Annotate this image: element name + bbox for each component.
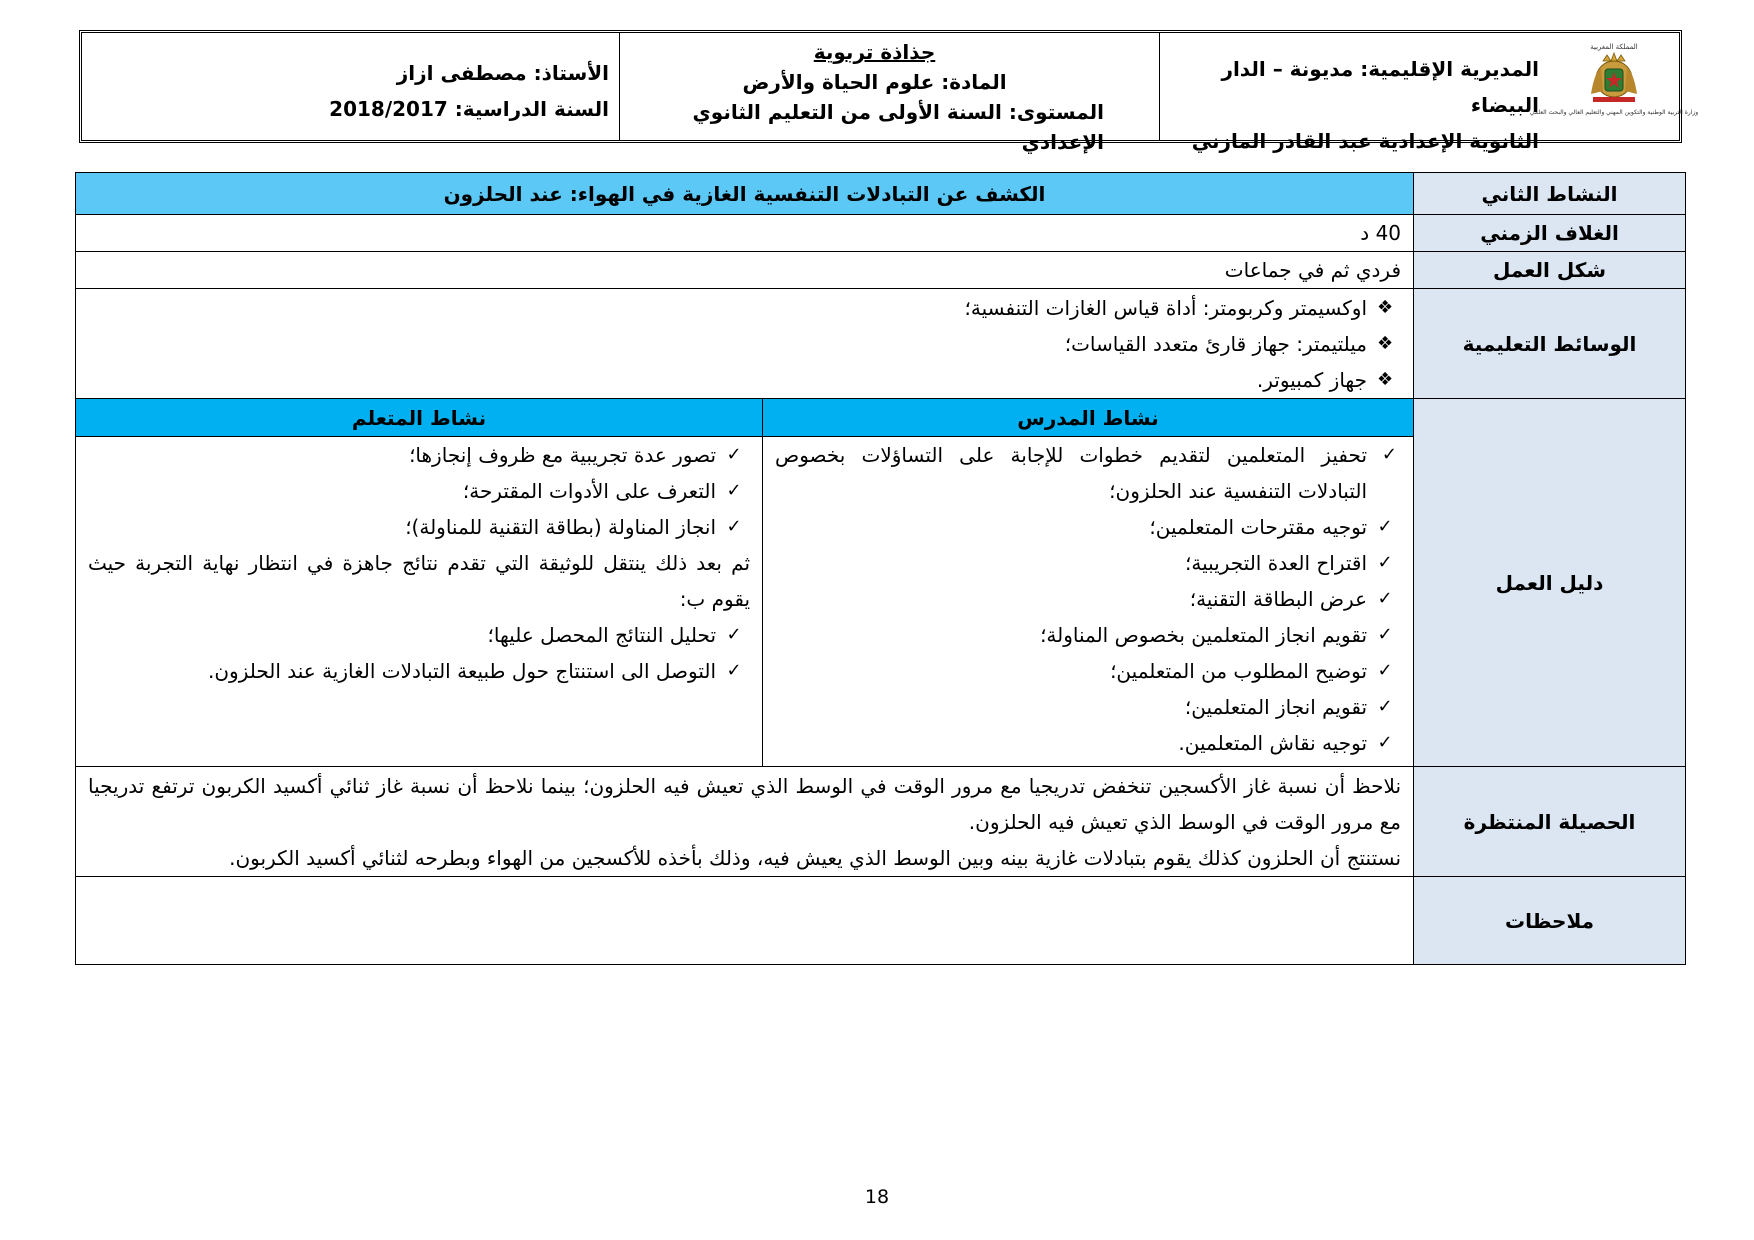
- learner-activity-list-b: [88, 617, 750, 689]
- list-item: [775, 581, 1401, 617]
- check-icon: ✓: [1381, 444, 1398, 465]
- duration-row: [76, 215, 1686, 252]
- guide-header-row: [76, 399, 1686, 437]
- header-subject-info: [619, 33, 1159, 154]
- learner-note-text: ثم بعد ذلك ينتقل للوثيقة التي تقدم نتائج جاهزة في انتظار نهاية التجربة حيث يقوم ب:: [88, 551, 751, 611]
- list-item: [88, 473, 750, 509]
- learner-activity-header: نشاط المتعلم: [76, 399, 763, 437]
- work-guide-label: دليل العمل: [1414, 399, 1686, 767]
- notes-value: [76, 877, 1414, 965]
- check-icon: ✓: [726, 444, 742, 465]
- moroccan-emblem-logo: [1529, 39, 1699, 135]
- subject-text: المادة: علوم الحياة والأرض: [742, 70, 1007, 94]
- diamond-bullet-icon: ❖: [1376, 296, 1394, 318]
- teacher-activity-list: [775, 437, 1401, 761]
- outcome-row: [76, 767, 1686, 877]
- learner-activity-text: تصور عدة تجريبية مع ظروف إنجازها؛: [409, 443, 717, 467]
- teacher-activity-text: تقويم انجاز المتعلمين؛: [1184, 695, 1368, 719]
- header-teacher-info: [82, 33, 619, 140]
- list-item: [88, 653, 750, 689]
- list-item: [88, 437, 750, 473]
- activity-label: النشاط الثاني: [1414, 173, 1686, 215]
- list-item: [88, 617, 750, 653]
- check-icon: ✓: [726, 624, 742, 645]
- work-form-label: شكل العمل: [1414, 252, 1686, 289]
- lesson-plan-table: [75, 172, 1686, 965]
- school-name-text: الثانوية الإعدادية عبد القادر المازني: [1191, 129, 1539, 153]
- list-item: [88, 290, 1401, 326]
- list-item: [775, 509, 1401, 545]
- school-year-text: السنة الدراسية: 2018/2017: [329, 97, 609, 121]
- list-item: [775, 725, 1401, 761]
- directorate-text: المديرية الإقليمية: مديونة – الدار البيضاء: [1221, 57, 1539, 117]
- resources-cell: [76, 289, 1414, 399]
- school-lines: [1170, 51, 1539, 159]
- list-item: [775, 653, 1401, 689]
- check-icon: ✓: [726, 516, 742, 537]
- teacher-activity-text: تحفيز المتعلمين لتقديم خطوات للإجابة على التساؤلات بخصوص التبادلات التنفسية عند الحلزون؛: [775, 443, 1368, 503]
- resources-label: الوسائط التعليمية: [1414, 289, 1686, 399]
- learner-activity-text: التعرف على الأدوات المقترحة؛: [462, 479, 717, 503]
- logo-top-text: المملكة المغربية: [1590, 43, 1638, 51]
- outcome-conclusion-text: نستنتج أن الحلزون كذلك يقوم بتبادلات غازية بينه وبين الوسط الذي يعيش فيه، وذلك بأخذه للأكسجين من الهواء وبطرحه لثنائي أكسيد الكربون.: [229, 845, 1402, 870]
- list-item: [775, 545, 1401, 581]
- level-text: المستوى: السنة الأولى من التعليم الثانوي الإعدادي: [692, 100, 1104, 154]
- check-icon: ✓: [1377, 732, 1393, 753]
- duration-value: 40 د: [76, 215, 1414, 252]
- work-form-row: [76, 252, 1686, 289]
- expected-outcome-label: الحصيلة المنتظرة: [1414, 767, 1686, 877]
- check-icon: ✓: [1377, 696, 1393, 717]
- header-school-info: [1159, 33, 1699, 153]
- learner-activity-cell: [76, 437, 763, 767]
- list-item: [88, 509, 750, 545]
- check-icon: ✓: [1377, 660, 1393, 681]
- outcome-observation-text: نلاحظ أن نسبة غاز الأكسجين تنخفض تدريجيا مع مرور الوقت في الوسط الذي تعيش فيه الحلزون؛ بينما نلاحظ أن نسبة غاز ثنائي أكسيد الكربون ترتفع تدريجيا مع مرور الوقت في الوسط الذي تعيش فيه الحلزون.: [88, 773, 1402, 834]
- check-icon: ✓: [1377, 588, 1393, 609]
- teacher-text: الأستاذ: مصطفى ازاز: [396, 61, 609, 85]
- expected-outcome-cell: [76, 767, 1414, 877]
- teacher-activity-header: نشاط المدرس: [763, 399, 1414, 437]
- document-title: جذاذة تربوية: [813, 40, 936, 64]
- teacher-activity-text: توضيح المطلوب من المتعلمين؛: [1110, 659, 1368, 683]
- resource-text: ميلتيمتر: جهاز قارئ متعدد القياسات؛: [1064, 331, 1368, 356]
- subject-lines: [630, 37, 1119, 157]
- check-icon: ✓: [726, 660, 742, 681]
- list-item: [775, 437, 1401, 509]
- list-item: [775, 689, 1401, 725]
- check-icon: ✓: [1377, 552, 1393, 573]
- notes-label: ملاحظات: [1414, 877, 1686, 965]
- teacher-activity-cell: [763, 437, 1414, 767]
- learner-activity-text: تحليل النتائج المحصل عليها؛: [487, 623, 717, 647]
- logo-bottom-text: وزارة التربية الوطنية والتكوين المهني والتعليم العالي والبحث العلمي: [1529, 109, 1699, 116]
- work-form-value: فردي ثم في جماعات: [76, 252, 1414, 289]
- list-item: [88, 362, 1401, 398]
- resources-list: [88, 290, 1401, 398]
- header-box: [79, 30, 1699, 154]
- learner-activity-text: انجاز المناولة (بطاقة التقنية للمناولة)؛: [405, 515, 717, 539]
- learner-activity-list: [88, 437, 750, 545]
- activity-row: [76, 173, 1686, 215]
- diamond-bullet-icon: ❖: [1376, 368, 1394, 390]
- teacher-activity-text: عرض البطاقة التقنية؛: [1189, 587, 1368, 611]
- teacher-lines: [92, 55, 609, 127]
- learner-activity-text: التوصل الى استنتاج حول طبيعة التبادلات الغازية عند الحلزون.: [207, 659, 717, 683]
- teacher-activity-text: توجيه مقترحات المتعلمين؛: [1149, 515, 1368, 539]
- resource-text: اوكسيمتر وكربومتر: أداة قياس الغازات التنفسية؛: [964, 295, 1368, 320]
- teacher-activity-text: اقتراح العدة التجريبية؛: [1185, 551, 1368, 575]
- check-icon: ✓: [1377, 516, 1393, 537]
- teacher-activity-text: توجيه نقاش المتعلمين.: [1178, 731, 1368, 755]
- activity-title: الكشف عن التبادلات التنفسية الغازية في الهواء: عند الحلزون: [76, 173, 1414, 215]
- check-icon: ✓: [726, 480, 742, 501]
- teacher-activity-text: تقويم انجاز المتعلمين بخصوص المناولة؛: [1040, 623, 1368, 647]
- list-item: [775, 617, 1401, 653]
- duration-label: الغلاف الزمني: [1414, 215, 1686, 252]
- page-number: 18: [864, 1186, 890, 1208]
- diamond-bullet-icon: ❖: [1376, 332, 1394, 354]
- list-item: [88, 326, 1401, 362]
- resources-row: [76, 289, 1686, 399]
- check-icon: ✓: [1377, 624, 1393, 645]
- resource-text: جهاز كمبيوتر.: [1256, 367, 1368, 392]
- notes-row: [76, 877, 1686, 965]
